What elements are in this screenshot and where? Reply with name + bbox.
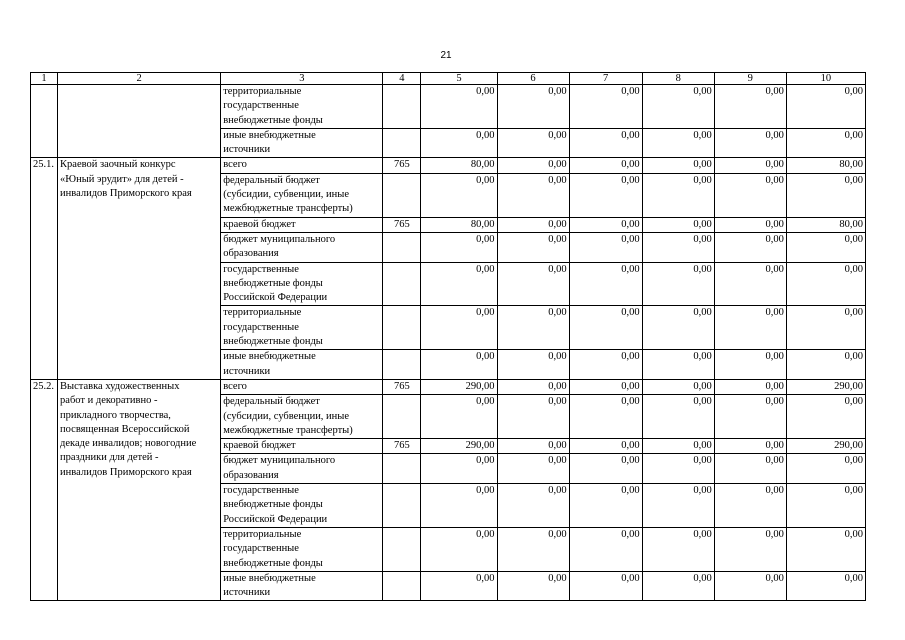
amount-cell: 0,00 xyxy=(497,306,569,350)
amount-cell: 0,00 xyxy=(786,454,865,484)
header-cell: 6 xyxy=(497,73,569,85)
amount-cell: 0,00 xyxy=(569,571,642,601)
budget-code xyxy=(383,306,421,350)
amount-cell: 290,00 xyxy=(786,379,865,394)
budget-code xyxy=(383,232,421,262)
amount-cell: 0,00 xyxy=(569,262,642,306)
amount-cell: 0,00 xyxy=(714,527,786,571)
amount-cell: 0,00 xyxy=(569,173,642,217)
amount-cell: 0,00 xyxy=(642,571,714,601)
amount-cell: 0,00 xyxy=(569,379,642,394)
amount-cell: 0,00 xyxy=(421,395,497,439)
amount-cell: 0,00 xyxy=(497,454,569,484)
amount-cell: 0,00 xyxy=(421,85,497,129)
amount-cell: 0,00 xyxy=(642,454,714,484)
amount-cell: 0,00 xyxy=(642,439,714,454)
budget-table xyxy=(30,72,866,601)
amount-cell: 0,00 xyxy=(569,454,642,484)
amount-cell: 0,00 xyxy=(569,350,642,380)
index-cell xyxy=(31,85,58,158)
header-cell: 8 xyxy=(642,73,714,85)
amount-cell: 0,00 xyxy=(497,128,569,158)
amount-cell: 0,00 xyxy=(642,232,714,262)
budget-code: 765 xyxy=(383,379,421,394)
amount-cell: 0,00 xyxy=(421,128,497,158)
amount-cell: 0,00 xyxy=(786,484,865,528)
amount-cell: 80,00 xyxy=(786,158,865,173)
amount-cell: 0,00 xyxy=(569,128,642,158)
funding-source: всего xyxy=(221,158,383,173)
header-cell: 2 xyxy=(58,73,221,85)
amount-cell: 0,00 xyxy=(786,306,865,350)
table-body xyxy=(31,73,866,601)
amount-cell: 0,00 xyxy=(642,527,714,571)
amount-cell: 0,00 xyxy=(714,439,786,454)
amount-cell: 0,00 xyxy=(714,128,786,158)
budget-code xyxy=(383,527,421,571)
amount-cell: 0,00 xyxy=(714,395,786,439)
amount-cell: 80,00 xyxy=(786,217,865,232)
budget-code xyxy=(383,85,421,129)
amount-cell: 0,00 xyxy=(569,527,642,571)
measure-name: Краевой заочный конкурс «Юный эрудит» для детей - инвалидов Приморского края xyxy=(58,158,221,379)
amount-cell: 0,00 xyxy=(421,527,497,571)
budget-code: 765 xyxy=(383,217,421,232)
amount-cell: 80,00 xyxy=(421,217,497,232)
amount-cell: 0,00 xyxy=(642,217,714,232)
amount-cell: 0,00 xyxy=(714,350,786,380)
amount-cell: 0,00 xyxy=(569,395,642,439)
amount-cell: 0,00 xyxy=(786,527,865,571)
funding-source: краевой бюджет xyxy=(221,439,383,454)
measure-index: 25.2. xyxy=(31,379,58,600)
header-cell: 9 xyxy=(714,73,786,85)
amount-cell: 0,00 xyxy=(497,85,569,129)
amount-cell: 0,00 xyxy=(642,350,714,380)
header-cell: 10 xyxy=(786,73,865,85)
amount-cell: 0,00 xyxy=(421,173,497,217)
name-cell xyxy=(58,85,221,158)
amount-cell: 0,00 xyxy=(569,306,642,350)
budget-code xyxy=(383,128,421,158)
amount-cell: 0,00 xyxy=(421,484,497,528)
amount-cell: 0,00 xyxy=(714,173,786,217)
amount-cell: 0,00 xyxy=(642,128,714,158)
amount-cell: 0,00 xyxy=(569,484,642,528)
budget-code xyxy=(383,350,421,380)
funding-source: иные внебюджетные источники xyxy=(221,128,383,158)
amount-cell: 0,00 xyxy=(714,571,786,601)
header-row xyxy=(31,73,866,85)
funding-source: территориальные государственные внебюджетные фонды xyxy=(221,306,383,350)
amount-cell: 0,00 xyxy=(497,232,569,262)
amount-cell: 0,00 xyxy=(421,306,497,350)
amount-cell: 0,00 xyxy=(421,454,497,484)
amount-cell: 0,00 xyxy=(786,350,865,380)
amount-cell: 0,00 xyxy=(569,158,642,173)
budget-code xyxy=(383,262,421,306)
measure-index: 25.1. xyxy=(31,158,58,379)
header-cell: 5 xyxy=(421,73,497,85)
header-cell: 7 xyxy=(569,73,642,85)
amount-cell: 0,00 xyxy=(497,379,569,394)
header-cell: 4 xyxy=(383,73,421,85)
amount-cell: 0,00 xyxy=(569,232,642,262)
amount-cell: 0,00 xyxy=(642,306,714,350)
amount-cell: 80,00 xyxy=(421,158,497,173)
amount-cell: 0,00 xyxy=(497,484,569,528)
header-cell: 3 xyxy=(221,73,383,85)
amount-cell: 0,00 xyxy=(642,158,714,173)
amount-cell: 0,00 xyxy=(786,85,865,129)
funding-source: всего xyxy=(221,379,383,394)
amount-cell: 0,00 xyxy=(497,571,569,601)
funding-source: федеральный бюджет (субсидии, субвенции, иные межбюджетные трансферты) xyxy=(221,173,383,217)
page-number: 21 xyxy=(440,50,452,61)
amount-cell: 0,00 xyxy=(786,128,865,158)
amount-cell: 0,00 xyxy=(497,158,569,173)
funding-source: бюджет муниципального образования xyxy=(221,232,383,262)
funding-source: иные внебюджетные источники xyxy=(221,350,383,380)
amount-cell: 0,00 xyxy=(714,158,786,173)
amount-cell: 0,00 xyxy=(497,217,569,232)
amount-cell: 290,00 xyxy=(421,379,497,394)
budget-code: 765 xyxy=(383,439,421,454)
amount-cell: 0,00 xyxy=(497,527,569,571)
amount-cell: 0,00 xyxy=(497,350,569,380)
table-row xyxy=(31,85,866,129)
budget-code: 765 xyxy=(383,158,421,173)
amount-cell: 0,00 xyxy=(497,439,569,454)
measure-name: Выставка художественных работ и декоративно - прикладного творчества, посвященная Всероссийской декаде инвалидов; новогодние праздники для детей - инвалидов Приморского края xyxy=(58,379,221,600)
amount-cell: 0,00 xyxy=(714,262,786,306)
amount-cell: 0,00 xyxy=(421,571,497,601)
amount-cell: 290,00 xyxy=(786,439,865,454)
amount-cell: 0,00 xyxy=(421,350,497,380)
funding-source: территориальные государственные внебюджетные фонды xyxy=(221,527,383,571)
amount-cell: 0,00 xyxy=(786,232,865,262)
funding-source: федеральный бюджет (субсидии, субвенции, иные межбюджетные трансферты) xyxy=(221,395,383,439)
table-row xyxy=(31,158,866,173)
amount-cell: 0,00 xyxy=(569,85,642,129)
amount-cell: 0,00 xyxy=(642,173,714,217)
amount-cell: 290,00 xyxy=(421,439,497,454)
funding-source: бюджет муниципального образования xyxy=(221,454,383,484)
amount-cell: 0,00 xyxy=(421,232,497,262)
table-row xyxy=(31,379,866,394)
amount-cell: 0,00 xyxy=(714,85,786,129)
amount-cell: 0,00 xyxy=(786,571,865,601)
amount-cell: 0,00 xyxy=(421,262,497,306)
budget-code xyxy=(383,173,421,217)
amount-cell: 0,00 xyxy=(497,262,569,306)
amount-cell: 0,00 xyxy=(786,262,865,306)
funding-source: территориальные государственные внебюджетные фонды xyxy=(221,85,383,129)
funding-source: государственные внебюджетные фонды Российской Федерации xyxy=(221,484,383,528)
amount-cell: 0,00 xyxy=(642,262,714,306)
amount-cell: 0,00 xyxy=(569,439,642,454)
amount-cell: 0,00 xyxy=(642,85,714,129)
amount-cell: 0,00 xyxy=(642,395,714,439)
amount-cell: 0,00 xyxy=(714,232,786,262)
amount-cell: 0,00 xyxy=(642,379,714,394)
amount-cell: 0,00 xyxy=(786,173,865,217)
amount-cell: 0,00 xyxy=(714,484,786,528)
amount-cell: 0,00 xyxy=(786,395,865,439)
funding-source: иные внебюджетные источники xyxy=(221,571,383,601)
amount-cell: 0,00 xyxy=(497,395,569,439)
amount-cell: 0,00 xyxy=(497,173,569,217)
budget-code xyxy=(383,454,421,484)
amount-cell: 0,00 xyxy=(714,454,786,484)
header-cell: 1 xyxy=(31,73,58,85)
amount-cell: 0,00 xyxy=(714,379,786,394)
budget-code xyxy=(383,395,421,439)
amount-cell: 0,00 xyxy=(714,217,786,232)
amount-cell: 0,00 xyxy=(642,484,714,528)
amount-cell: 0,00 xyxy=(714,306,786,350)
funding-source: краевой бюджет xyxy=(221,217,383,232)
funding-source: государственные внебюджетные фонды Российской Федерации xyxy=(221,262,383,306)
budget-code xyxy=(383,571,421,601)
amount-cell: 0,00 xyxy=(569,217,642,232)
budget-code xyxy=(383,484,421,528)
